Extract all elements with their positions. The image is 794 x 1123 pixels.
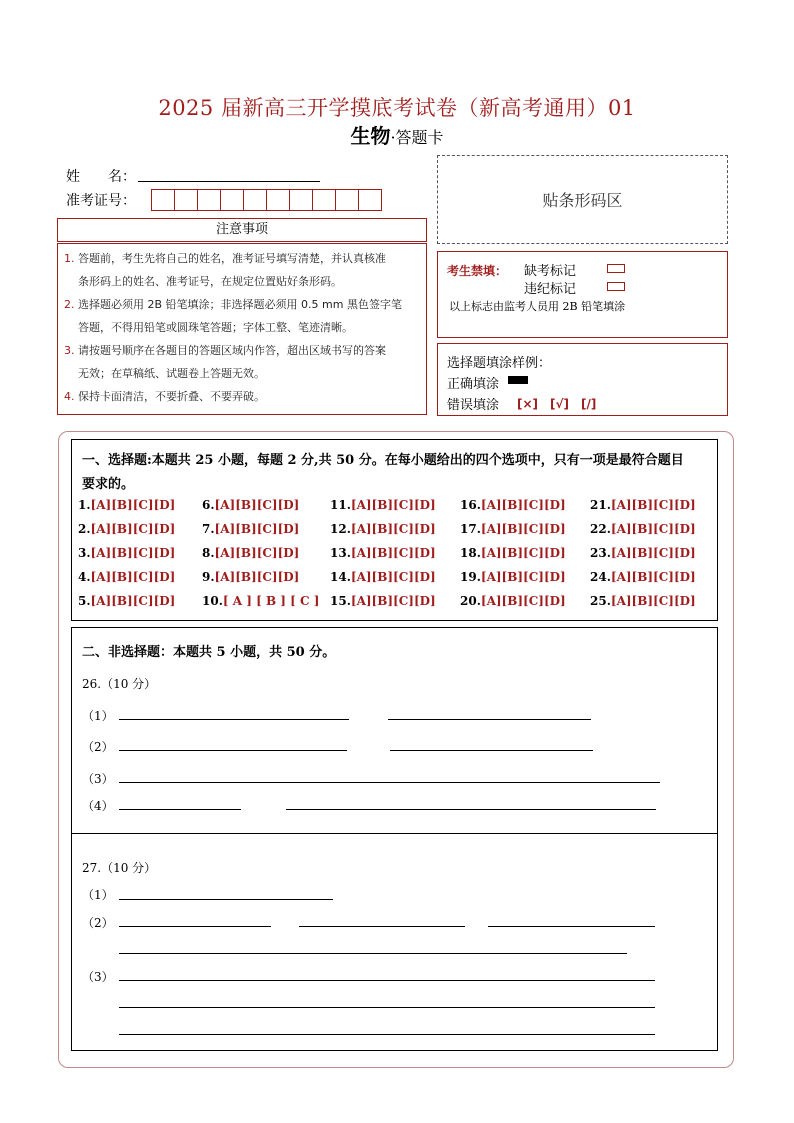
choice-question[interactable] bbox=[202, 570, 299, 584]
id-digit-box[interactable] bbox=[266, 189, 290, 211]
id-digit-box[interactable] bbox=[197, 189, 221, 211]
nonchoice-section-title: 二、非选择题：本题共 5 小题，共 50 分。 bbox=[82, 645, 336, 660]
exam-title: 2025 届新高三开学摸底考试卷（新高考通用）01 bbox=[158, 96, 636, 120]
choice-question[interactable] bbox=[330, 570, 436, 584]
q27-part2-label: （2） bbox=[82, 916, 114, 930]
notice-item: 3. 请按题号顺序在各题目的答题区域内作答，超出区域书写的答案 无效；在草稿纸、试题卷上答题无效。 bbox=[64, 344, 386, 380]
choice-question[interactable] bbox=[590, 498, 696, 512]
choice-options[interactable]: [A][B][C][D] bbox=[480, 522, 566, 536]
choice-options[interactable]: [A][B][C][D] bbox=[610, 498, 696, 512]
q27-part1-label: （1） bbox=[82, 888, 114, 902]
choice-question[interactable] bbox=[460, 498, 566, 512]
wrong-fill-label: 错误填涂 bbox=[447, 398, 500, 413]
q26-part4-blank-a[interactable] bbox=[119, 809, 241, 810]
correct-fill-sample bbox=[508, 376, 528, 384]
q27-part3-label: （3） bbox=[82, 970, 114, 984]
choice-options[interactable]: [A][B][C][D] bbox=[90, 594, 176, 608]
q26-part3-blank[interactable] bbox=[119, 782, 660, 783]
choice-question-number: 18. bbox=[460, 546, 481, 560]
choice-question-number: 22. bbox=[590, 522, 611, 536]
choice-options[interactable]: [A][B][C][D] bbox=[90, 522, 176, 536]
choice-question[interactable] bbox=[590, 522, 696, 536]
q27-part3-blank-a[interactable] bbox=[119, 980, 655, 981]
choice-options[interactable]: [A][B][C][D] bbox=[480, 498, 566, 512]
choice-question[interactable] bbox=[202, 498, 299, 512]
q27-part2-blank-a[interactable] bbox=[119, 926, 271, 927]
notice-heading: 注意事项 bbox=[57, 218, 427, 242]
choice-question-number: 10. bbox=[202, 594, 223, 608]
choice-question[interactable] bbox=[202, 594, 319, 608]
q26-label: 26.（10 分） bbox=[82, 677, 157, 691]
choice-question-number: 1. bbox=[78, 498, 91, 512]
choice-options[interactable]: [A][B][C][D] bbox=[350, 546, 436, 560]
wrong-fill-samples: [×] [√] [/] bbox=[517, 397, 597, 411]
choice-question-number: 15. bbox=[330, 594, 351, 608]
choice-options[interactable]: [A][B][C][D] bbox=[610, 570, 696, 584]
notice-item: 4. 保持卡面清洁，不要折叠、不要弄破。 bbox=[64, 390, 265, 403]
choice-question[interactable] bbox=[78, 594, 175, 608]
notice-box bbox=[57, 243, 427, 415]
id-digit-box[interactable] bbox=[289, 189, 313, 211]
correct-fill-label: 正确填涂 bbox=[447, 377, 500, 392]
barcode-area: 贴条形码区 bbox=[437, 155, 728, 244]
choice-question[interactable] bbox=[330, 522, 436, 536]
choice-question-number: 24. bbox=[590, 570, 611, 584]
q26-part1-blank-a[interactable] bbox=[119, 719, 349, 720]
id-label: 准考证号： bbox=[66, 193, 136, 209]
nonchoice-section bbox=[71, 627, 718, 1051]
choice-options[interactable]: [A][B][C][D] bbox=[214, 522, 300, 536]
subject-title bbox=[0, 120, 794, 149]
q27-part1-blank[interactable] bbox=[119, 899, 333, 900]
notice-item: 2. 选择题必须用 2B 铅笔填涂；非选择题必须用 0.5 mm 黑色签字笔 答题，不得用铅笔或圆珠笔答题；字体工整、笔迹清晰。 bbox=[64, 298, 402, 334]
choice-section bbox=[71, 439, 718, 621]
violation-label: 违纪标记 bbox=[524, 282, 577, 297]
choice-question-number: 8. bbox=[202, 546, 215, 560]
choice-question-number: 20. bbox=[460, 594, 481, 608]
choice-question-number: 19. bbox=[460, 570, 481, 584]
choice-section-title-2: 要求的。 bbox=[82, 477, 135, 492]
choice-question[interactable] bbox=[330, 546, 436, 560]
choice-question-number: 13. bbox=[330, 546, 351, 560]
choice-question-number: 9. bbox=[202, 570, 215, 584]
choice-question[interactable] bbox=[202, 546, 299, 560]
q26-part4-label: （4） bbox=[82, 799, 114, 813]
choice-options[interactable]: [A][B][C][D] bbox=[480, 546, 566, 560]
q26-part2-blank-b[interactable] bbox=[390, 750, 593, 751]
choice-question-number: 12. bbox=[330, 522, 351, 536]
choice-question-number: 14. bbox=[330, 570, 351, 584]
violation-mark[interactable] bbox=[607, 282, 625, 291]
choice-question[interactable] bbox=[78, 546, 175, 560]
choice-options[interactable]: [A][B][C][D] bbox=[214, 498, 300, 512]
choice-options[interactable]: [A][B][C][D] bbox=[214, 570, 300, 584]
choice-options[interactable]: [ A ] [ B ] [ C ] bbox=[222, 594, 320, 608]
name-label: 姓 名： bbox=[66, 169, 136, 185]
choice-options[interactable]: [A][B][C][D] bbox=[350, 594, 436, 608]
question-divider bbox=[72, 833, 717, 834]
q27-label: 27.（10 分） bbox=[82, 861, 157, 875]
choice-question-number: 3. bbox=[78, 546, 91, 560]
choice-question[interactable] bbox=[330, 594, 436, 608]
q27-part3-blank-c[interactable] bbox=[119, 1034, 655, 1035]
choice-question[interactable] bbox=[590, 594, 696, 608]
name-field[interactable] bbox=[138, 181, 320, 182]
subject-name: 生物 bbox=[350, 124, 391, 148]
choice-question-number: 21. bbox=[590, 498, 611, 512]
id-digit-box[interactable] bbox=[174, 189, 198, 211]
choice-options[interactable]: [A][B][C][D] bbox=[480, 570, 566, 584]
id-digit-box[interactable] bbox=[358, 189, 382, 211]
choice-section-title-1: 一、选择题:本题共 25 小题，每题 2 分,共 50 分。在每小题给出的四个选项中，只有一项是最符合题目 bbox=[82, 453, 684, 468]
choice-question-number: 4. bbox=[78, 570, 91, 584]
choice-options[interactable]: [A][B][C][D] bbox=[350, 498, 436, 512]
id-digit-box[interactable] bbox=[220, 189, 244, 211]
id-digit-box[interactable] bbox=[335, 189, 359, 211]
q27-part2-blank-c[interactable] bbox=[488, 926, 655, 927]
choice-question[interactable] bbox=[330, 498, 436, 512]
choice-question[interactable] bbox=[78, 522, 175, 536]
q26-part2-label: （2） bbox=[82, 740, 114, 754]
choice-question-number: 11. bbox=[330, 498, 351, 512]
fill-example-box bbox=[437, 343, 728, 416]
forbidden-box bbox=[437, 251, 728, 338]
choice-options[interactable]: [A][B][C][D] bbox=[480, 594, 566, 608]
choice-options[interactable]: [A][B][C][D] bbox=[90, 498, 176, 512]
q27-part3-blank-b[interactable] bbox=[119, 1007, 655, 1008]
choice-question[interactable] bbox=[460, 570, 566, 584]
choice-question[interactable] bbox=[590, 546, 696, 560]
notice-item: 1. 答题前，考生先将自己的姓名，准考证号填写清楚，并认真核准 条形码上的姓名、准考证号，在规定位置贴好条形码。 bbox=[64, 252, 386, 288]
choice-options[interactable]: [A][B][C][D] bbox=[350, 570, 436, 584]
absent-mark[interactable] bbox=[607, 264, 625, 273]
absent-label: 缺考标记 bbox=[524, 264, 577, 279]
choice-options[interactable]: [A][B][C][D] bbox=[214, 546, 300, 560]
q26-part1-blank-b[interactable] bbox=[388, 719, 591, 720]
choice-question[interactable] bbox=[78, 498, 175, 512]
choice-question[interactable] bbox=[460, 522, 566, 536]
id-digit-box[interactable] bbox=[243, 189, 267, 211]
choice-options[interactable]: [A][B][C][D] bbox=[90, 570, 176, 584]
choice-options[interactable]: [A][B][C][D] bbox=[610, 594, 696, 608]
choice-options[interactable]: [A][B][C][D] bbox=[610, 546, 696, 560]
choice-question[interactable] bbox=[78, 570, 175, 584]
choice-question-number: 17. bbox=[460, 522, 481, 536]
choice-question[interactable] bbox=[460, 546, 566, 560]
q26-part2-blank-a[interactable] bbox=[119, 750, 347, 751]
q27-part2-blank-d[interactable] bbox=[119, 953, 627, 954]
forbidden-note: 以上标志由监考人员用 2B 铅笔填涂 bbox=[449, 300, 626, 313]
fill-example-title: 选择题填涂样例： bbox=[447, 356, 552, 371]
choice-options[interactable]: [A][B][C][D] bbox=[90, 546, 176, 560]
q26-part3-label: （3） bbox=[82, 772, 114, 786]
q26-part4-blank-b[interactable] bbox=[286, 809, 656, 810]
subject-suffix: ·答题卡 bbox=[390, 128, 444, 147]
choice-question[interactable] bbox=[590, 570, 696, 584]
choice-question[interactable] bbox=[460, 594, 566, 608]
forbidden-label: 考生禁填： bbox=[447, 264, 508, 278]
choice-question-number: 23. bbox=[590, 546, 611, 560]
choice-question-number: 2. bbox=[78, 522, 91, 536]
choice-question-number: 16. bbox=[460, 498, 481, 512]
choice-question[interactable] bbox=[202, 522, 299, 536]
choice-question-number: 7. bbox=[202, 522, 215, 536]
q27-part2-blank-b[interactable] bbox=[299, 926, 465, 927]
choice-question-number: 25. bbox=[590, 594, 611, 608]
choice-question-number: 6. bbox=[202, 498, 215, 512]
choice-question-number: 5. bbox=[78, 594, 91, 608]
choice-options[interactable]: [A][B][C][D] bbox=[610, 522, 696, 536]
id-digit-box[interactable] bbox=[151, 189, 175, 211]
id-number-boxes[interactable] bbox=[151, 189, 381, 211]
choice-options[interactable]: [A][B][C][D] bbox=[350, 522, 436, 536]
q26-part1-label: （1） bbox=[82, 709, 114, 723]
id-digit-box[interactable] bbox=[312, 189, 336, 211]
